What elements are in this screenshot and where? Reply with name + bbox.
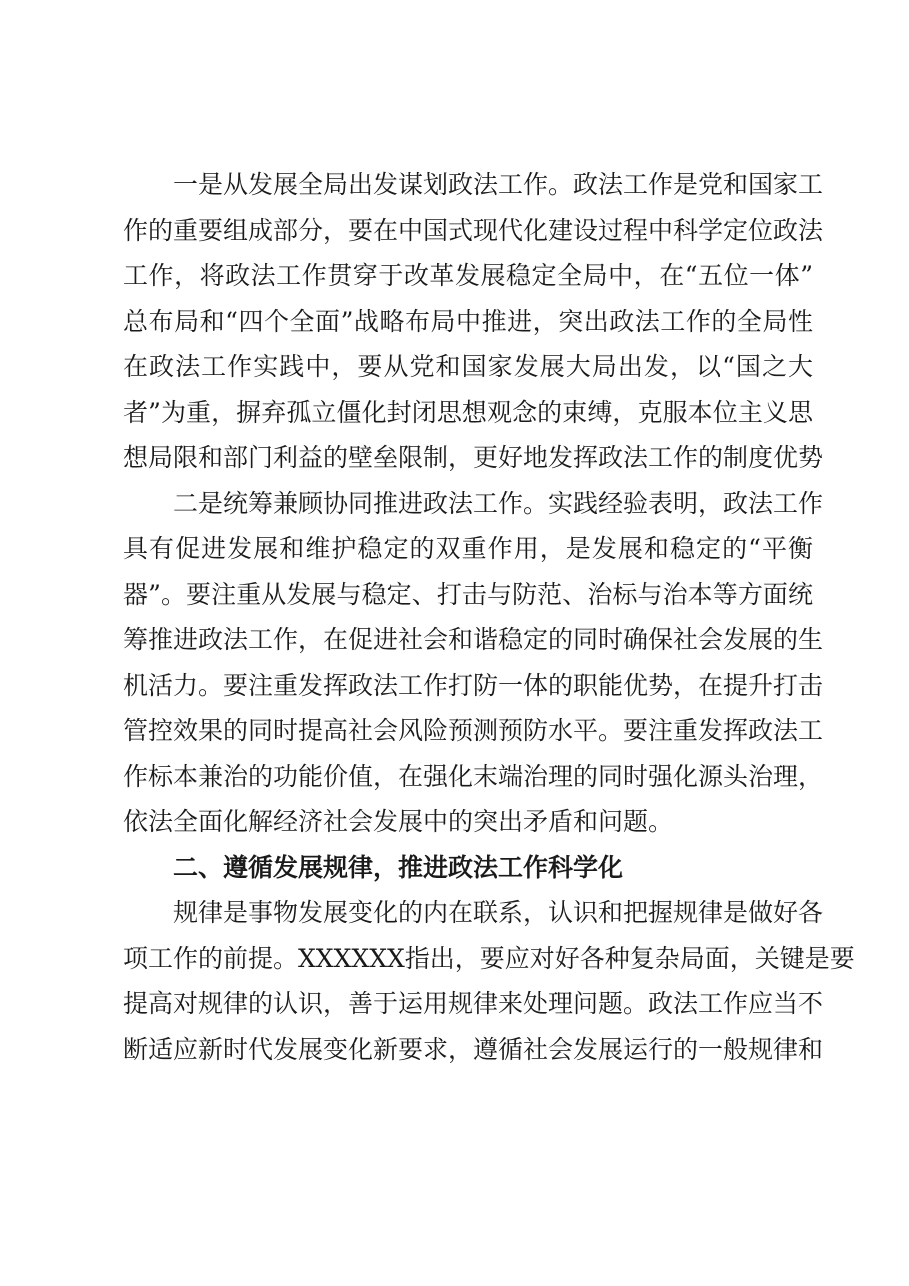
paragraph-line: 依法全面化解经济社会发展中的突出矛盾和问题。 [123,807,674,836]
paragraph-line: 机活力。要注重发挥政法工作打防一体的职能优势，在提升打击 [123,670,824,700]
paragraph-line: 想局限和部门利益的壁垒限制，更好地发挥政法工作的制度优势 [123,443,824,472]
paragraph-line: 总布局和“四个全面”战略布局中推进，突出政法工作的全局性 [123,306,813,336]
paragraph-line: 断适应新时代发展变化新要求，遵循社会发展运行的一般规律和 [123,1034,824,1064]
paragraph-line: 工作，将政法工作贯穿于改革发展稳定全局中，在“五位一体” [123,261,813,290]
paragraph-line: 在政法工作实践中，要从党和国家发展大局出发，以“国之大 [123,352,813,381]
paragraph-line: 一是从发展全局出发谋划政法工作。政法工作是党和国家工 [173,170,824,199]
paragraph-line: 规律是事物发展变化的内在联系，认识和把握规律是做好各 [173,898,824,927]
paragraph-line: 作的重要组成部分，要在中国式现代化建设过程中科学定位政法 [123,215,824,245]
paragraph-line: 提高对规律的认识，善于运用规律来处理问题。政法工作应当不 [123,989,824,1018]
paragraph-line: 具有促进发展和维护稳定的双重作用，是发展和稳定的“平衡 [123,534,813,563]
paragraph-line: 器”。要注重从发展与稳定、打击与防范、治标与治本等方面统 [123,579,813,609]
paragraph-line: 者”为重，摒弃孤立僵化封闭思想观念的束缚，克服本位主义思 [123,397,813,427]
paragraph-line: 筹推进政法工作，在促进社会和谐稳定的同时确保社会发展的生 [123,625,824,654]
paragraph-line: 二是统筹兼顾协同推进政法工作。实践经验表明，政法工作 [173,488,824,518]
paragraph-line: 管控效果的同时提高社会风险预测预防水平。要注重发挥政法工 [123,716,824,745]
document-body [123,162,855,1072]
section-heading: 二、遵循发展规律，推进政法工作科学化 [173,852,624,882]
paragraph-line: 作标本兼治的功能价值，在强化末端治理的同时强化源头治理， [123,761,824,791]
paragraph-line: 项工作的前提。XXXXXX指出，要应对好各种复杂局面，关键是要 [123,943,855,973]
